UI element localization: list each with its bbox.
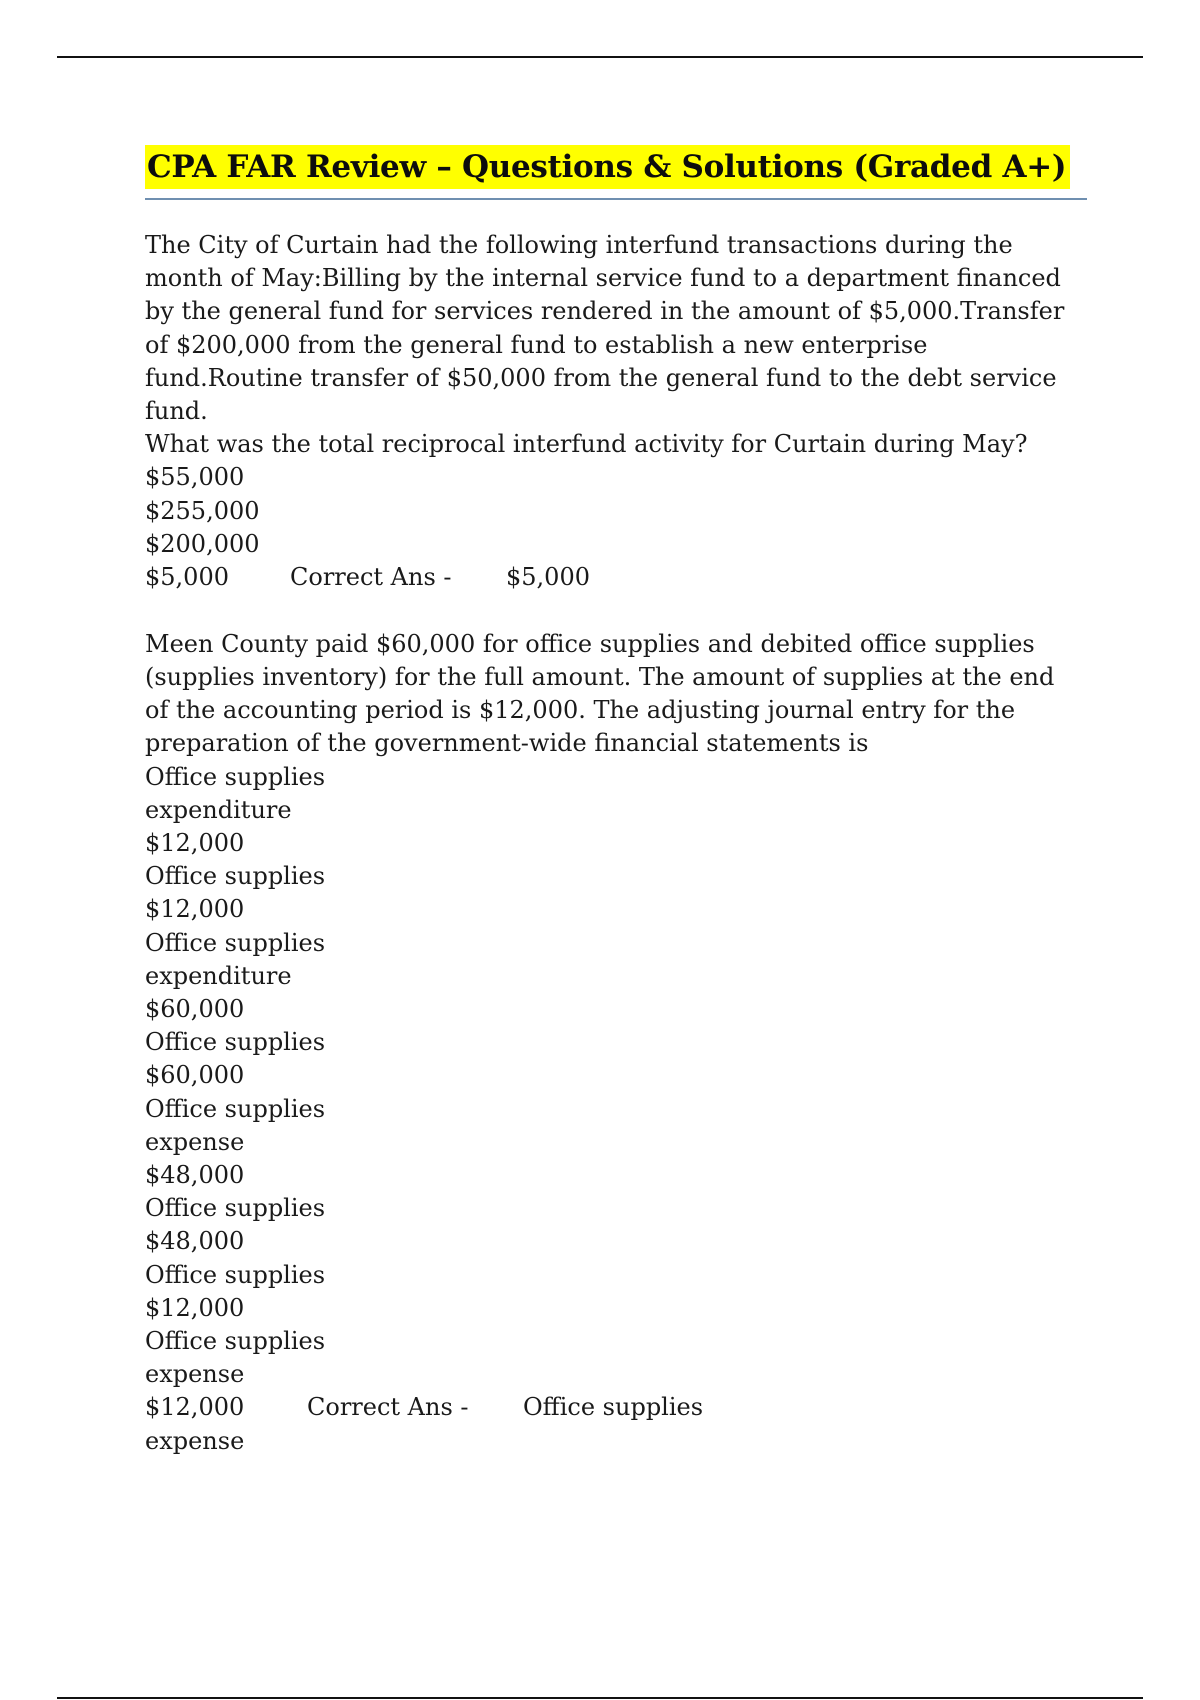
question-2-option-line: $12,000 [145,895,245,924]
question-1-answer-row [145,561,1085,594]
question-2-option-line: $12,000 [145,828,245,857]
question-2-option-line: Office supplies [145,1028,326,1057]
question-2-stem-line: of the accounting period is $12,000. The adjusting journal entry for the [145,696,1016,725]
document-body [145,229,1085,1458]
question-2-option-line: $48,000 [145,1227,245,1256]
question-2-option-line: Office supplies [145,928,326,957]
question-2 [145,628,1085,1458]
question-2-stem-line: preparation of the government-wide financial statements is [145,729,869,758]
question-2-option-line: Office supplies [145,1094,326,1123]
question-2-stem-line: Meen County paid $60,000 for office supplies and debited office supplies [145,629,1035,658]
question-2-answer-row [145,1391,1085,1424]
question-2-option-line: Office supplies [145,1260,326,1289]
question-2-stem-line: (supplies inventory) for the full amount. The amount of supplies at the end [145,662,1055,691]
question-2-option-line: Office supplies [145,762,326,791]
question-1-option: $255,000 [145,496,260,525]
question-2-option-line: Office supplies [145,1327,326,1355]
question-1-stem-line: of $200,000 from the general fund to establish a new enterprise [145,330,928,359]
question-2-option-line: $60,000 [145,1061,245,1090]
bottom-rule [57,1697,1143,1699]
correct-answer: $5,000 [506,563,590,592]
question-1 [145,229,1085,594]
correct-answer-label: Correct Ans - [290,563,452,592]
spacer [145,594,1085,628]
question-2-option-line: Office supplies [145,862,326,891]
question-2-option-line: expense [145,1127,245,1156]
top-rule [57,56,1143,58]
title-block [145,145,1087,200]
question-1-option: $200,000 [145,529,260,558]
question-1-stem-line: month of May:Billing by the internal service fund to a department financed [145,264,1061,293]
question-2-option-line: $60,000 [145,994,245,1023]
correct-answer-label: Correct Ans - [307,1393,469,1422]
question-1-prompt: What was the total reciprocal interfund activity for Curtain during May? [145,430,1028,459]
question-1-stem-line: The City of Curtain had the following interfund transactions during the [145,231,1013,259]
question-1-option: $5,000 [145,563,229,592]
correct-answer-continuation: expense [145,1426,245,1455]
correct-answer: Office supplies [523,1393,704,1422]
question-2-option-line: $48,000 [145,1160,245,1189]
question-2-option-line: $12,000 [145,1293,245,1322]
question-1-option: $55,000 [145,463,245,492]
question-2-option-line: expenditure [145,961,292,990]
question-1-stem-line: by the general fund for services rendered in the amount of $5,000.Transfer [145,297,1065,326]
question-2-option-line: Office supplies [145,1194,326,1223]
question-2-option-line: expenditure [145,795,292,824]
question-2-option-line: expense [145,1360,245,1389]
question-1-stem-line: fund.Routine transfer of $50,000 from the general fund to the debt service [145,363,1057,392]
document-title: CPA FAR Review – Questions & Solutions (Graded A+) [145,145,1070,189]
question-2-option-line: $12,000 [145,1393,245,1422]
question-1-stem-line: fund. [145,397,208,426]
